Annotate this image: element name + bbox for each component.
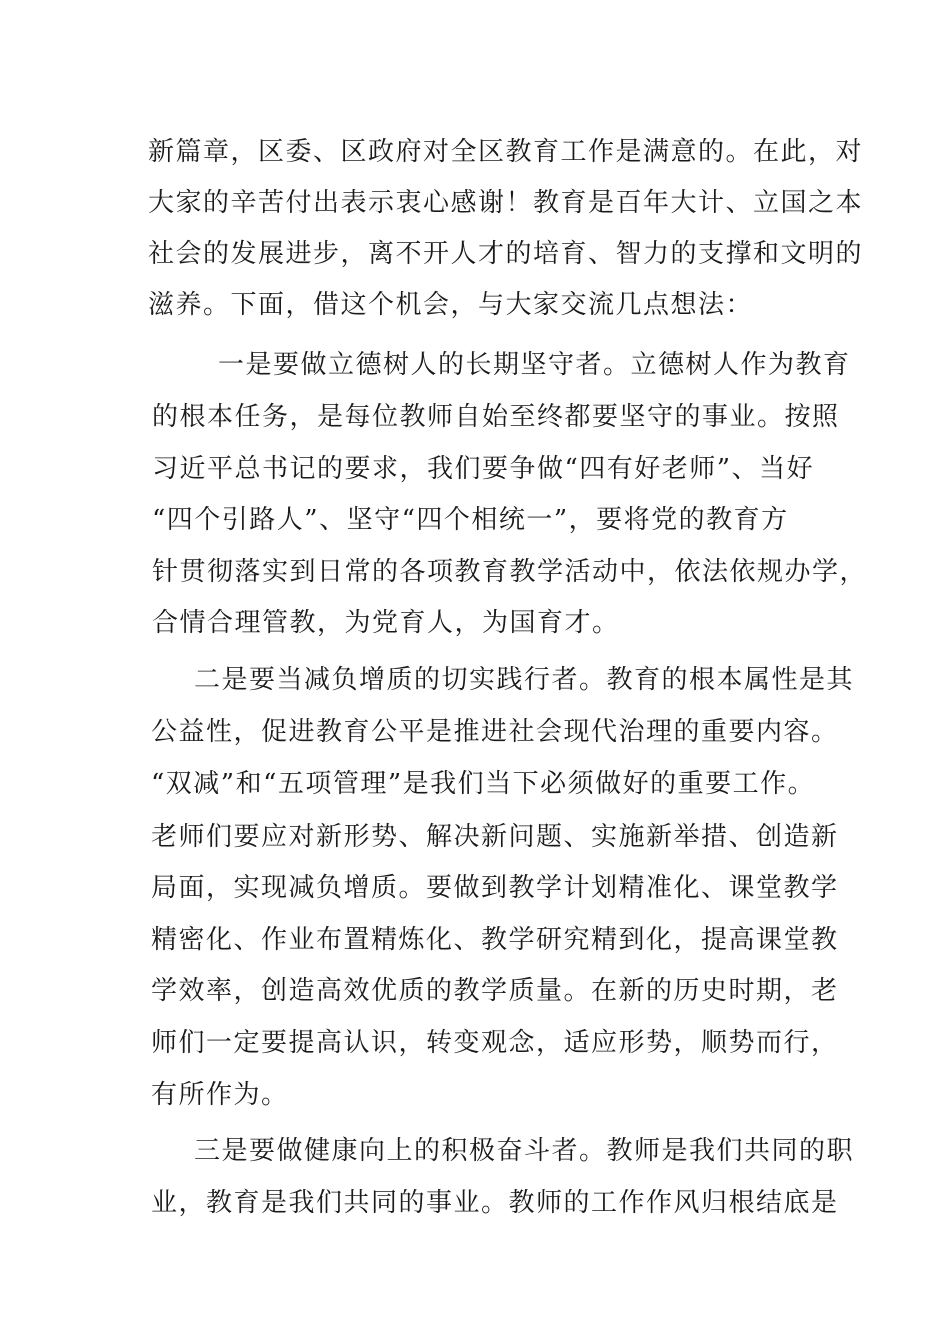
paragraph-3-line-4: 老师们要应对新形势、解决新问题、实施新举措、创造新 (151, 822, 839, 852)
paragraph-4-line-2: 业，教育是我们共同的事业。教师的工作作风归根结底是 (151, 1188, 839, 1218)
paragraph-1-line-3: 社会的发展进步，离不开人才的培育、智力的支撑和文明的 (148, 239, 864, 269)
paragraph-3-line-7: 学效率，创造高效优质的教学质量。在新的历史时期，老 (151, 976, 839, 1006)
paragraph-2-line-6: 合情合理管教，为党育人，为国育才。 (152, 608, 620, 638)
paragraph-2-line-4: “四个引路人”、坚守“四个相统一”，要将党的教育方 (152, 505, 789, 535)
paragraph-3-line-9: 有所作为。 (151, 1080, 289, 1110)
paragraph-3-line-2: 公益性，促进教育公平是推进社会现代治理的重要内容。 (151, 717, 839, 747)
paragraph-1-line-4: 滋养。下面，借这个机会，与大家交流几点想法： (148, 290, 754, 320)
paragraph-1-line-1: 新篇章，区委、区政府对全区教育工作是满意的。在此，对 (148, 137, 864, 167)
paragraph-3-line-6: 精密化、作业布置精炼化、教学研究精到化，提高课堂教 (151, 925, 839, 955)
paragraph-3-line-3: “双减”和“五项管理”是我们当下必须做好的重要工作。 (151, 769, 816, 799)
paragraph-3-line-1: 二是要当减负增质的切实践行者。教育的根本属性是其 (194, 665, 855, 695)
paragraph-3-line-5: 局面，实现减负增质。要做到教学计划精准化、课堂教学 (151, 873, 839, 903)
paragraph-2-line-2: 的根本任务，是每位教师自始至终都要坚守的事业。按照 (152, 402, 840, 432)
paragraph-2-line-5: 针贯彻落实到日常的各项教育教学活动中，依法依规办学， (152, 557, 868, 587)
paragraph-1-line-2: 大家的辛苦付出表示衷心感谢！教育是百年大计、立国之本 (148, 188, 864, 218)
paragraph-2-line-3: 习近平总书记的要求，我们要争做“四有好老师”、当好 (152, 454, 815, 484)
paragraph-3-line-8: 师们一定要提高认识，转变观念，适应形势，顺势而行， (151, 1028, 839, 1058)
paragraph-2-line-1: 一是要做立德树人的长期坚守者。立德树人作为教育 (218, 350, 851, 380)
paragraph-4-line-1: 三是要做健康向上的积极奋斗者。教师是我们共同的职 (194, 1136, 855, 1166)
